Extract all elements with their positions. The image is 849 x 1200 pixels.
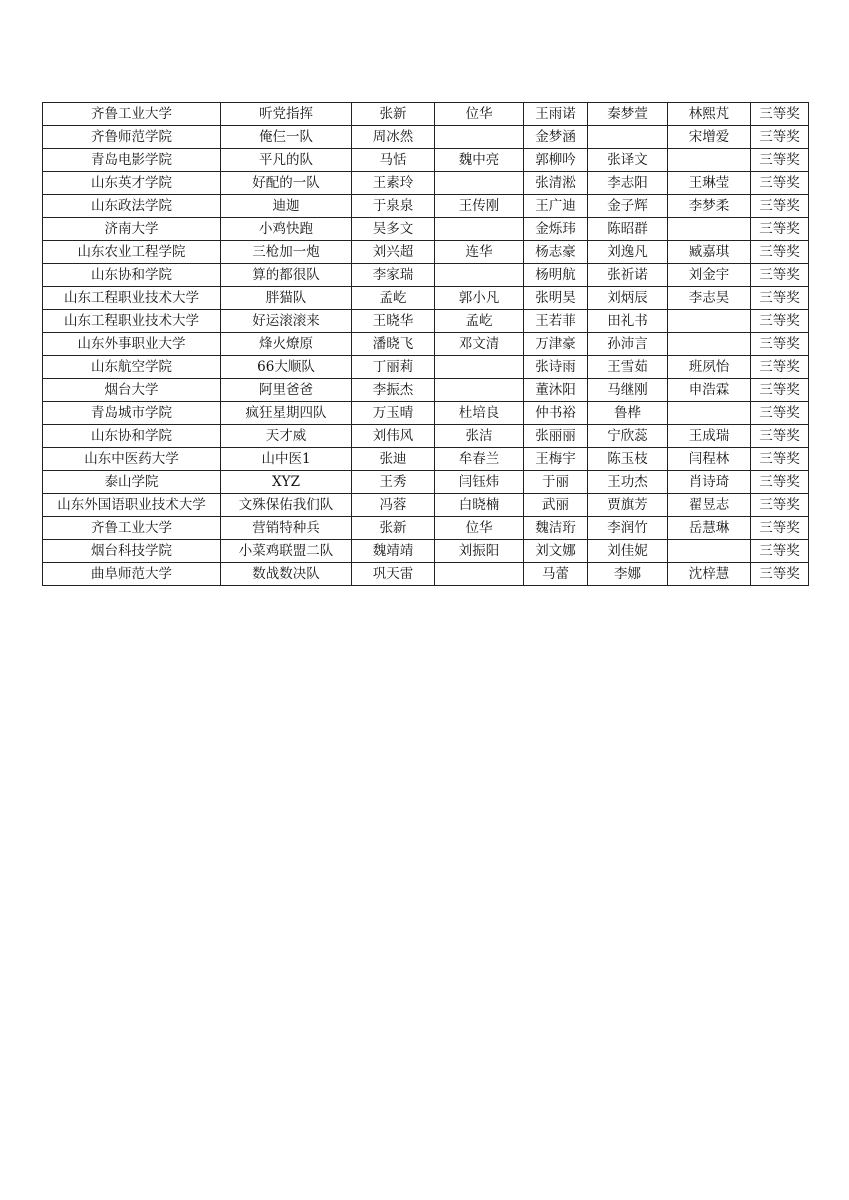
- table-row: [43, 540, 809, 563]
- member-2-cell: 李润竹: [588, 517, 668, 540]
- school-cell: 山东英才学院: [43, 172, 221, 195]
- table-row: [43, 310, 809, 333]
- member-1-cell: 金烁玮: [524, 218, 588, 241]
- award-cell: 三等奖: [751, 379, 809, 402]
- table-row: [43, 517, 809, 540]
- member-2-cell: 秦梦萱: [588, 103, 668, 126]
- advisor-2-cell: 杜培良: [435, 402, 524, 425]
- member-3-cell: 班夙怡: [668, 356, 751, 379]
- advisor-2-cell: 郭小凡: [435, 287, 524, 310]
- member-3-cell: 宋增爱: [668, 126, 751, 149]
- advisor-1-cell: 孟屹: [352, 287, 435, 310]
- award-cell: 三等奖: [751, 517, 809, 540]
- member-3-cell: [668, 218, 751, 241]
- member-2-cell: 刘炳辰: [588, 287, 668, 310]
- school-cell: 山东中医药大学: [43, 448, 221, 471]
- school-cell: 山东外国语职业技术大学: [43, 494, 221, 517]
- advisor-2-cell: 位华: [435, 103, 524, 126]
- member-1-cell: 王若菲: [524, 310, 588, 333]
- advisor-2-cell: [435, 218, 524, 241]
- team-name-cell: 文殊保佑我们队: [221, 494, 352, 517]
- advisor-1-cell: 马恬: [352, 149, 435, 172]
- member-3-cell: 闫程林: [668, 448, 751, 471]
- member-1-cell: 杨志豪: [524, 241, 588, 264]
- award-cell: 三等奖: [751, 172, 809, 195]
- table-row: [43, 494, 809, 517]
- member-2-cell: 王雪茹: [588, 356, 668, 379]
- advisor-2-cell: [435, 126, 524, 149]
- member-3-cell: [668, 310, 751, 333]
- advisor-1-cell: 李家瑞: [352, 264, 435, 287]
- table-row: [43, 356, 809, 379]
- advisor-1-cell: 刘伟风: [352, 425, 435, 448]
- table-row: [43, 563, 809, 586]
- member-2-cell: 王功杰: [588, 471, 668, 494]
- team-name-cell: 烽火燎原: [221, 333, 352, 356]
- table-row: [43, 103, 809, 126]
- member-3-cell: [668, 149, 751, 172]
- award-cell: 三等奖: [751, 287, 809, 310]
- member-1-cell: 金梦涵: [524, 126, 588, 149]
- member-3-cell: 沈梓慧: [668, 563, 751, 586]
- member-2-cell: 李志阳: [588, 172, 668, 195]
- member-3-cell: 王琳莹: [668, 172, 751, 195]
- advisor-2-cell: 张洁: [435, 425, 524, 448]
- team-name-cell: 66大顺队: [221, 356, 352, 379]
- team-name-cell: 小鸡快跑: [221, 218, 352, 241]
- school-cell: 烟台科技学院: [43, 540, 221, 563]
- team-name-cell: 算的都很队: [221, 264, 352, 287]
- advisor-2-cell: [435, 563, 524, 586]
- school-cell: 山东外事职业大学: [43, 333, 221, 356]
- advisor-1-cell: 巩天雷: [352, 563, 435, 586]
- advisor-2-cell: 连华: [435, 241, 524, 264]
- table-row: [43, 402, 809, 425]
- member-1-cell: 郭柳吟: [524, 149, 588, 172]
- table-row: [43, 471, 809, 494]
- award-cell: 三等奖: [751, 218, 809, 241]
- school-cell: 山东协和学院: [43, 425, 221, 448]
- team-name-cell: 数战数决队: [221, 563, 352, 586]
- member-3-cell: [668, 540, 751, 563]
- school-cell: 山东政法学院: [43, 195, 221, 218]
- member-1-cell: 武丽: [524, 494, 588, 517]
- member-3-cell: 申浩霖: [668, 379, 751, 402]
- award-cell: 三等奖: [751, 241, 809, 264]
- school-cell: 齐鲁工业大学: [43, 517, 221, 540]
- table-row: [43, 448, 809, 471]
- advisor-1-cell: 刘兴超: [352, 241, 435, 264]
- advisor-2-cell: [435, 379, 524, 402]
- school-cell: 济南大学: [43, 218, 221, 241]
- advisor-2-cell: [435, 172, 524, 195]
- member-3-cell: 翟昱志: [668, 494, 751, 517]
- advisor-1-cell: 魏靖靖: [352, 540, 435, 563]
- table-row: [43, 379, 809, 402]
- member-1-cell: 王梅宇: [524, 448, 588, 471]
- team-name-cell: 阿里爸爸: [221, 379, 352, 402]
- member-3-cell: 王成瑞: [668, 425, 751, 448]
- member-1-cell: 王雨诺: [524, 103, 588, 126]
- member-2-cell: 宁欣蕊: [588, 425, 668, 448]
- advisor-1-cell: 于泉泉: [352, 195, 435, 218]
- team-name-cell: 疯狂星期四队: [221, 402, 352, 425]
- advisor-2-cell: 魏中亮: [435, 149, 524, 172]
- table-row: [43, 195, 809, 218]
- member-2-cell: 刘佳妮: [588, 540, 668, 563]
- member-1-cell: 仲书裕: [524, 402, 588, 425]
- school-cell: 山东航空学院: [43, 356, 221, 379]
- member-3-cell: [668, 402, 751, 425]
- award-cell: 三等奖: [751, 264, 809, 287]
- team-name-cell: XYZ: [221, 471, 352, 494]
- advisor-1-cell: 冯蓉: [352, 494, 435, 517]
- table-row: [43, 425, 809, 448]
- award-cell: 三等奖: [751, 425, 809, 448]
- table-row: [43, 126, 809, 149]
- member-3-cell: 肖诗琦: [668, 471, 751, 494]
- advisor-1-cell: 丁丽莉: [352, 356, 435, 379]
- member-2-cell: 张祈诺: [588, 264, 668, 287]
- advisor-1-cell: 张迪: [352, 448, 435, 471]
- school-cell: 曲阜师范大学: [43, 563, 221, 586]
- award-cell: 三等奖: [751, 448, 809, 471]
- school-cell: 山东工程职业技术大学: [43, 287, 221, 310]
- award-cell: 三等奖: [751, 195, 809, 218]
- member-3-cell: 林熙芃: [668, 103, 751, 126]
- advisor-2-cell: 白晓楠: [435, 494, 524, 517]
- table-row: [43, 172, 809, 195]
- school-cell: 山东协和学院: [43, 264, 221, 287]
- award-cell: 三等奖: [751, 149, 809, 172]
- advisor-2-cell: [435, 264, 524, 287]
- member-2-cell: [588, 126, 668, 149]
- award-cell: 三等奖: [751, 471, 809, 494]
- awards-table: [42, 102, 809, 586]
- member-2-cell: 孙沛言: [588, 333, 668, 356]
- member-1-cell: 王广迪: [524, 195, 588, 218]
- team-name-cell: 小菜鸡联盟二队: [221, 540, 352, 563]
- advisor-1-cell: 万玉晴: [352, 402, 435, 425]
- school-cell: 山东农业工程学院: [43, 241, 221, 264]
- member-1-cell: 张清淞: [524, 172, 588, 195]
- school-cell: 山东工程职业技术大学: [43, 310, 221, 333]
- member-3-cell: 李梦柔: [668, 195, 751, 218]
- advisor-2-cell: [435, 356, 524, 379]
- advisor-2-cell: 闫钰炜: [435, 471, 524, 494]
- advisor-2-cell: 牟春兰: [435, 448, 524, 471]
- award-cell: 三等奖: [751, 103, 809, 126]
- member-2-cell: 金子辉: [588, 195, 668, 218]
- advisor-2-cell: 刘振阳: [435, 540, 524, 563]
- advisor-2-cell: 王传刚: [435, 195, 524, 218]
- award-cell: 三等奖: [751, 310, 809, 333]
- team-name-cell: 迪迦: [221, 195, 352, 218]
- member-3-cell: 臧嘉琪: [668, 241, 751, 264]
- team-name-cell: 好运滚滚来: [221, 310, 352, 333]
- school-cell: 泰山学院: [43, 471, 221, 494]
- table-row: [43, 287, 809, 310]
- table-row: [43, 241, 809, 264]
- member-1-cell: 马蕾: [524, 563, 588, 586]
- school-cell: 烟台大学: [43, 379, 221, 402]
- member-1-cell: 张丽丽: [524, 425, 588, 448]
- member-1-cell: 魏洁珩: [524, 517, 588, 540]
- member-3-cell: 岳慧琳: [668, 517, 751, 540]
- award-cell: 三等奖: [751, 402, 809, 425]
- table-row: [43, 149, 809, 172]
- member-3-cell: 李志昊: [668, 287, 751, 310]
- member-1-cell: 董沐阳: [524, 379, 588, 402]
- member-1-cell: 于丽: [524, 471, 588, 494]
- table-row: [43, 218, 809, 241]
- table-row: [43, 333, 809, 356]
- team-name-cell: 好配的一队: [221, 172, 352, 195]
- team-name-cell: 天才威: [221, 425, 352, 448]
- team-name-cell: 山中医1: [221, 448, 352, 471]
- team-name-cell: 三枪加一炮: [221, 241, 352, 264]
- advisor-1-cell: 李振杰: [352, 379, 435, 402]
- advisor-2-cell: 孟屹: [435, 310, 524, 333]
- member-3-cell: [668, 333, 751, 356]
- award-cell: 三等奖: [751, 126, 809, 149]
- member-1-cell: 张诗雨: [524, 356, 588, 379]
- team-name-cell: 俺仨一队: [221, 126, 352, 149]
- advisor-1-cell: 张新: [352, 103, 435, 126]
- advisor-1-cell: 吴多文: [352, 218, 435, 241]
- advisor-2-cell: 邓文清: [435, 333, 524, 356]
- member-2-cell: 刘逸凡: [588, 241, 668, 264]
- award-cell: 三等奖: [751, 563, 809, 586]
- member-2-cell: 马继刚: [588, 379, 668, 402]
- advisor-1-cell: 王素玲: [352, 172, 435, 195]
- advisor-1-cell: 王秀: [352, 471, 435, 494]
- advisor-2-cell: 位华: [435, 517, 524, 540]
- advisor-1-cell: 周冰然: [352, 126, 435, 149]
- school-cell: 齐鲁师范学院: [43, 126, 221, 149]
- advisor-1-cell: 潘晓飞: [352, 333, 435, 356]
- school-cell: 齐鲁工业大学: [43, 103, 221, 126]
- advisor-1-cell: 王晓华: [352, 310, 435, 333]
- award-cell: 三等奖: [751, 494, 809, 517]
- team-name-cell: 营销特种兵: [221, 517, 352, 540]
- advisor-1-cell: 张新: [352, 517, 435, 540]
- member-2-cell: 陈玉枝: [588, 448, 668, 471]
- member-1-cell: 杨明航: [524, 264, 588, 287]
- member-2-cell: 李娜: [588, 563, 668, 586]
- member-2-cell: 田礼书: [588, 310, 668, 333]
- school-cell: 青岛电影学院: [43, 149, 221, 172]
- team-name-cell: 听党指挥: [221, 103, 352, 126]
- member-2-cell: 张译文: [588, 149, 668, 172]
- member-1-cell: 万津豪: [524, 333, 588, 356]
- award-cell: 三等奖: [751, 333, 809, 356]
- member-1-cell: 张明昊: [524, 287, 588, 310]
- member-2-cell: 陈昭群: [588, 218, 668, 241]
- school-cell: 青岛城市学院: [43, 402, 221, 425]
- team-name-cell: 平凡的队: [221, 149, 352, 172]
- table-row: [43, 264, 809, 287]
- member-2-cell: 鲁桦: [588, 402, 668, 425]
- member-3-cell: 刘金宇: [668, 264, 751, 287]
- table-body: [43, 103, 809, 586]
- award-cell: 三等奖: [751, 540, 809, 563]
- member-2-cell: 贾旗芳: [588, 494, 668, 517]
- team-name-cell: 胖猫队: [221, 287, 352, 310]
- award-cell: 三等奖: [751, 356, 809, 379]
- member-1-cell: 刘文娜: [524, 540, 588, 563]
